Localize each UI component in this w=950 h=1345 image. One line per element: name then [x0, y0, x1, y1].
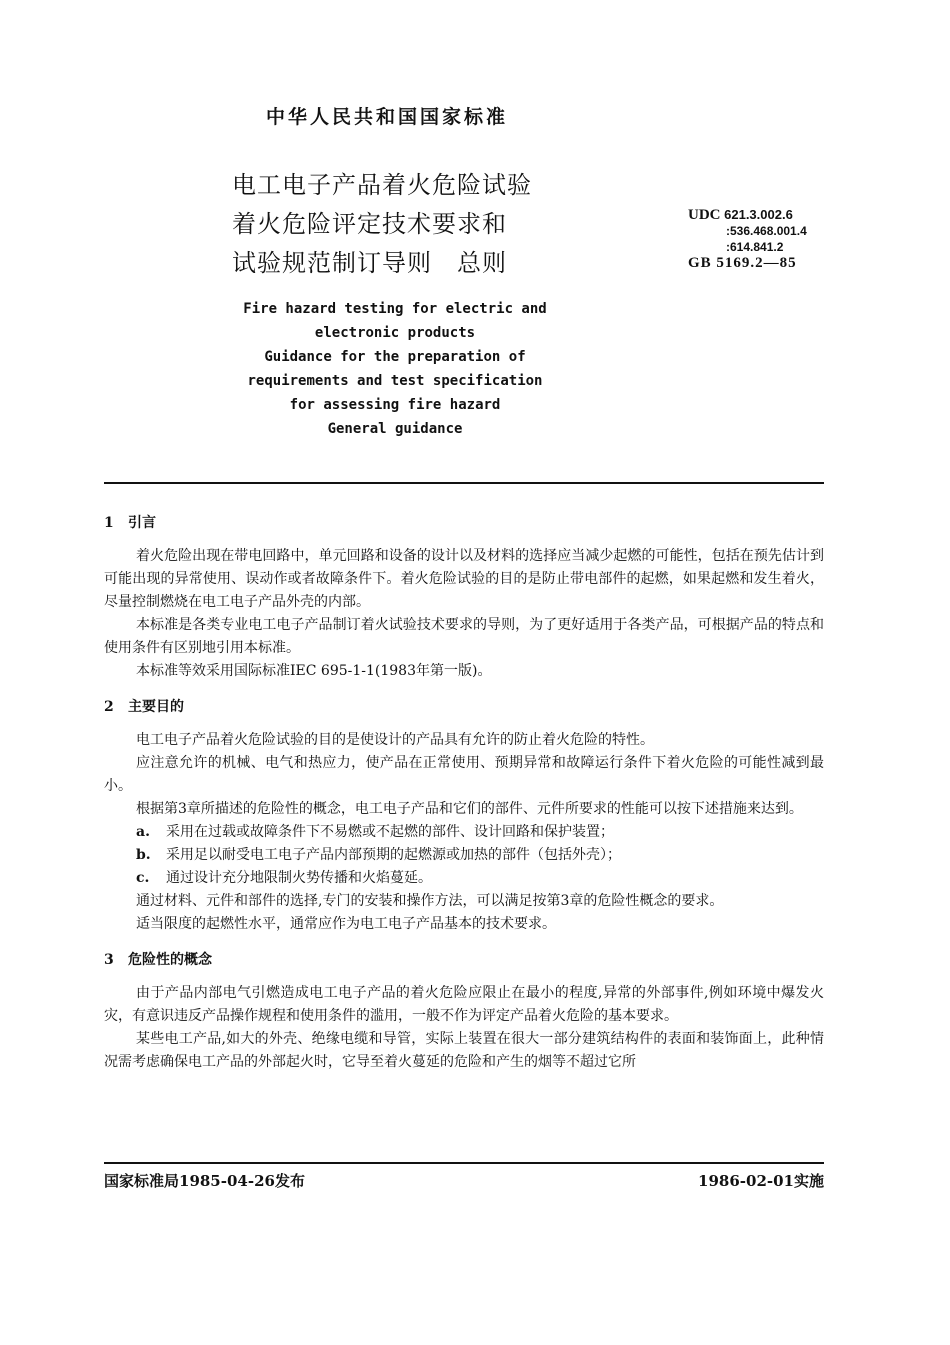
section-1	[104, 512, 824, 683]
gb-number: GB 5169.2—85	[688, 255, 797, 271]
effective-date: 1986-02-01实施	[698, 1172, 824, 1190]
section-heading: 2 主要目的	[104, 699, 184, 715]
section-3	[104, 949, 824, 1074]
udc-block	[688, 207, 807, 271]
paragraph: 应注意允许的机械、电气和热应力，使产品在正常使用、预期异常和故障运行条件下着火危险的可能性减到最小。	[104, 755, 824, 794]
english-title-line: for assessing fire hazard	[289, 397, 501, 413]
udc-label: UDC	[688, 207, 721, 223]
top-divider	[104, 482, 824, 484]
national-standard-heading: 中华人民共和国国家标准	[266, 106, 509, 128]
paragraph: 通过材料、元件和部件的选择,专门的安装和操作方法，可以满足按第3章的危险性概念的要求。	[136, 893, 724, 909]
english-title	[200, 297, 590, 441]
english-title-line: electronic products	[314, 325, 476, 341]
document-body	[104, 508, 824, 1074]
paragraph: 本标准等效采用国际标准IEC 695-1-1(1983年第一版)。	[136, 663, 492, 679]
list-item: b. 采用足以耐受电工电子产品内部预期的起燃源或加热的部件（包括外壳）；	[136, 847, 621, 863]
english-title-line: Fire hazard testing for electric and	[243, 301, 547, 317]
section-heading: 1 引言	[104, 515, 156, 531]
list-item: a. 采用在过载或故障条件下不易燃或不起燃的部件、设计回路和保护装置；	[136, 824, 614, 840]
udc-code: :536.468.001.4	[726, 224, 807, 238]
section-2	[104, 696, 824, 936]
section-heading: 3 危险性的概念	[104, 952, 212, 968]
paragraph: 由于产品内部电气引燃造成电工电子产品的着火危险应限止在最小的程度,异常的外部事件,例如环境中爆发火灾，有意识违反产品操作规程和使用条件的滥用，一般不作为评定产品着火危险的基本要求。	[104, 985, 824, 1024]
paragraph: 电工电子产品着火危险试验的目的是使设计的产品具有允许的防止着火危险的特性。	[136, 732, 654, 748]
paragraph: 某些电工产品,如大的外壳、绝缘电缆和导管，实际上装置在很大一部分建筑结构件的表面和装饰面上，此种情况需考虑确保电工产品的外部起火时，它导至着火蔓延的危险和产生的烟等不超过它所	[104, 1031, 824, 1070]
chinese-title-line: 试验规范制订导则 总则	[232, 249, 507, 277]
paragraph: 适当限度的起燃性水平，通常应作为电工电子产品基本的技术要求。	[136, 916, 556, 932]
english-title-line: General guidance	[327, 421, 463, 437]
udc-code: :614.841.2	[726, 240, 784, 254]
udc-code: 621.3.002.6	[724, 207, 793, 222]
list-item: c. 通过设计充分地限制火势传播和火焰蔓延。	[136, 870, 432, 886]
paragraph: 着火危险出现在带电回路中，单元回路和设备的设计以及材料的选择应当减少起燃的可能性，包括在预先估计到可能出现的异常使用、误动作或者故障条件下。着火危险试验的目的是防止带电部件的起燃，如果起燃和发生着火，尽量控制燃烧在电工电子产品外壳的内部。	[104, 548, 824, 610]
bottom-divider	[104, 1162, 824, 1164]
english-title-line: requirements and test specification	[247, 373, 543, 389]
paragraph: 本标准是各类专业电工电子产品制订着火试验技术要求的导则，为了更好适用于各类产品，可根据产品的特点和使用条件有区别地引用本标准。	[104, 617, 824, 656]
chinese-title-line: 电工电子产品着火危险试验	[232, 171, 532, 199]
issue-date: 国家标准局1985-04-26发布	[104, 1172, 305, 1190]
chinese-title	[232, 166, 562, 283]
english-title-line: Guidance for the preparation of	[264, 349, 526, 365]
paragraph: 根据第3章所描述的危险性的概念，电工电子产品和它们的部件、元件所要求的性能可以按下述措施来达到。	[136, 801, 803, 817]
chinese-title-line: 着火危险评定技术要求和	[232, 210, 507, 238]
